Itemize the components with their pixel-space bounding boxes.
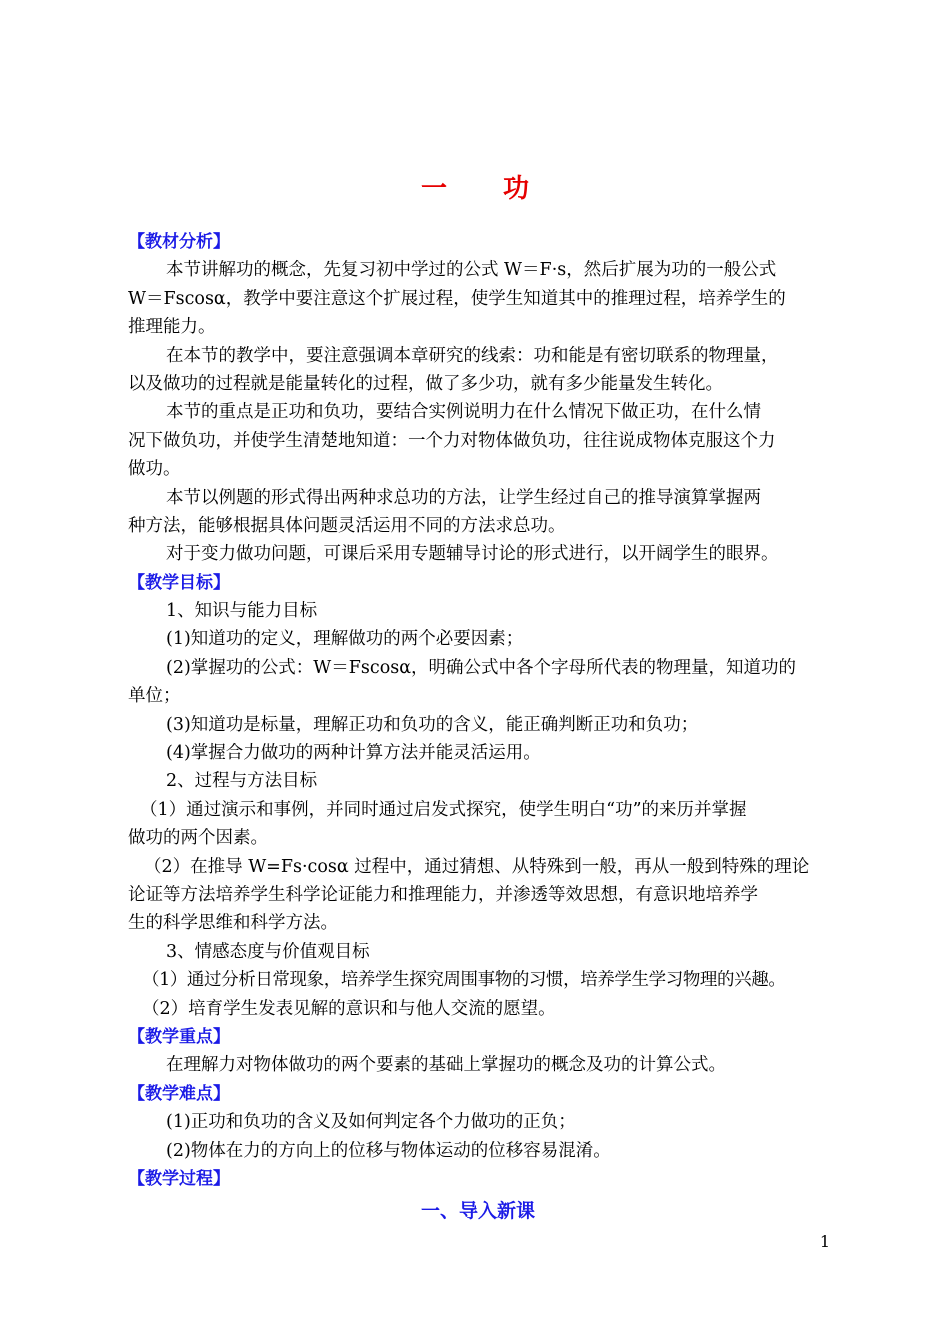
heading-key-points: 【教学重点】: [128, 1026, 230, 1047]
page-number: 1: [819, 1232, 830, 1251]
goal-line: 做功的两个因素。: [128, 828, 268, 849]
page-title: [0, 168, 950, 205]
goal-line: (2)掌握功的公式：W＝Fscosα，明确公式中各个字母所代表的物理量，知道功的: [166, 657, 797, 678]
goal-line: （1）通过演示和事例，并同时通过启发式探究，使学生明白“功”的来历并掌握: [140, 799, 747, 820]
paragraph-line: 况下做负功，并使学生清楚地知道：一个力对物体做负功，往往说成物体克服这个力: [128, 430, 776, 451]
goal-line: 2、过程与方法目标: [166, 771, 318, 792]
subsection-title: 一、导入新课: [420, 1200, 535, 1223]
goal-line: 生的科学思维和科学方法。: [128, 913, 338, 934]
goal-line: （1）通过分析日常现象，培养学生探究周围事物的习惯，培养学生学习物理的兴趣。: [142, 970, 786, 991]
heading-goals: 【教学目标】: [128, 572, 230, 593]
paragraph-line: 在本节的教学中，要注意强调本章研究的线索：功和能是有密切联系的物理量，: [166, 345, 779, 366]
paragraph-line: 以及做功的过程就是能量转化的过程，做了多少功，就有多少能量发生转化。: [128, 373, 723, 394]
goal-line: (3)知道功是标量，理解正功和负功的含义，能正确判断正功和负功；: [166, 714, 699, 735]
paragraph-line: 对于变力做功问题，可课后采用专题辅导讨论的形式进行，以开阔学生的眼界。: [166, 544, 779, 565]
goal-line: 论证等方法培养学生科学论证能力和推理能力，并渗透等效思想，有意识地培养学: [128, 884, 758, 905]
goal-line: (4)掌握合力做功的两种计算方法并能灵活运用。: [166, 743, 541, 764]
paragraph-line: 做功。: [128, 459, 181, 480]
paragraph-line: W＝Fscosα，教学中要注意这个扩展过程，使学生知道其中的推理过程，培养学生的: [128, 288, 786, 309]
goal-line: (1)知道功的定义，理解做功的两个必要因素；: [166, 629, 524, 650]
goal-line: （2）培育学生发表见解的意识和与他人交流的愿望。: [142, 998, 556, 1019]
heading-analysis: 【教材分析】: [128, 232, 230, 252]
paragraph-line: 种方法，能够根据具体问题灵活运用不同的方法求总功。: [128, 515, 566, 536]
heading-difficulties: 【教学难点】: [128, 1083, 230, 1104]
difficulty-line: (1)正功和负功的含义及如何判定各个力做功的正负；: [166, 1112, 576, 1133]
paragraph-line: 推理能力。: [128, 317, 216, 338]
paragraph-line: 本节讲解功的概念，先复习初中学过的公式 W＝F·s，然后扩展为功的一般公式: [166, 260, 777, 281]
goal-line: 3、情感态度与价值观目标: [166, 941, 370, 962]
paragraph-line: 本节的重点是正功和负功，要结合实例说明力在什么情况下做正功，在什么情: [166, 402, 761, 423]
goal-line: 1、知识与能力目标: [166, 601, 318, 622]
goal-line: 单位；: [128, 686, 181, 707]
heading-process: 【教学过程】: [128, 1168, 230, 1189]
difficulty-line: (2)物体在力的方向上的位移与物体运动的位移容易混淆。: [166, 1140, 611, 1161]
key-point-line: 在理解力对物体做功的两个要素的基础上掌握功的概念及功的计算公式。: [166, 1055, 726, 1076]
document-body: [128, 228, 828, 1229]
title-part-1: 一: [420, 174, 447, 204]
title-part-2: 功: [503, 174, 530, 204]
goal-line: （2）在推导 W=Fs·cosα 过程中，通过猜想、从特殊到一般，再从一般到特殊的理论: [144, 856, 810, 877]
paragraph-line: 本节以例题的形式得出两种求总功的方法，让学生经过自己的推导演算掌握两: [166, 487, 761, 508]
